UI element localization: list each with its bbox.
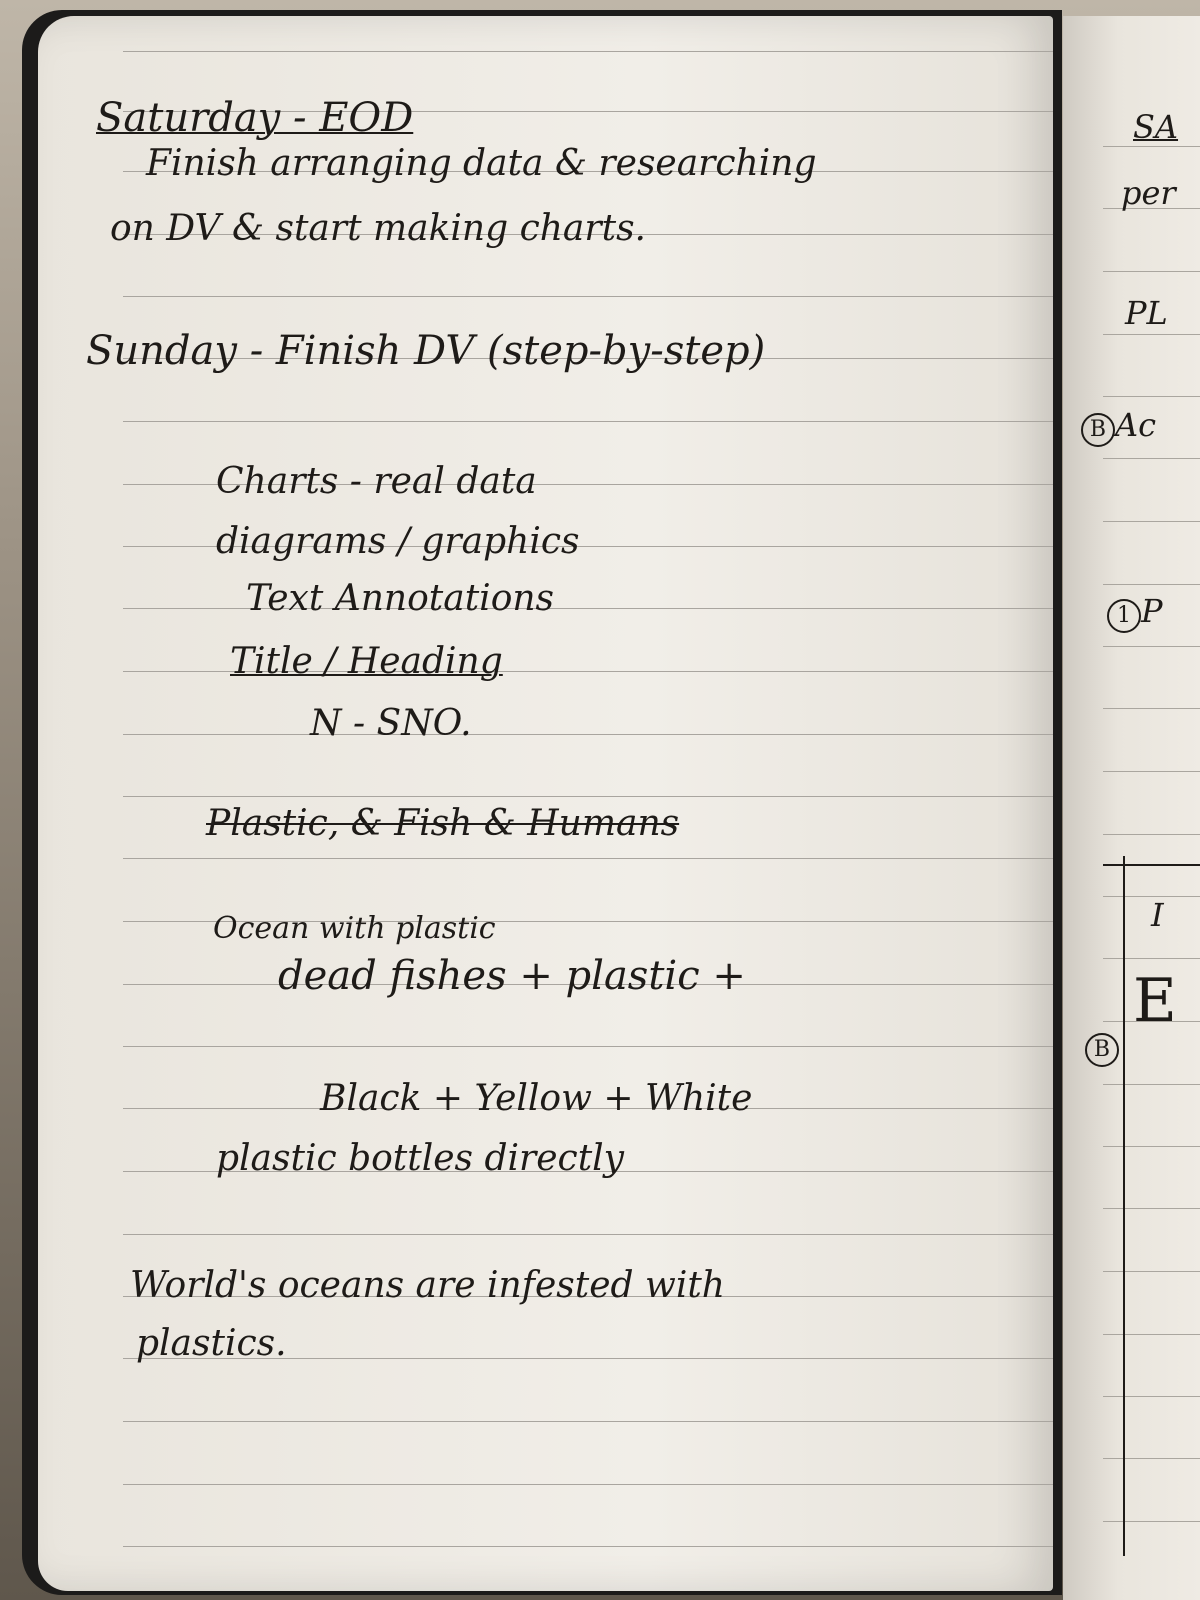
right-fragment-ac-text: Ac (1115, 406, 1157, 444)
ruled-line (1103, 708, 1200, 709)
ruled-line (123, 1546, 1053, 1547)
ruled-line (123, 1046, 1053, 1047)
right-box-top (1103, 864, 1200, 866)
note-n-sno: N - SNO. (310, 703, 472, 744)
ruled-line (1103, 271, 1200, 272)
ruled-line (1103, 771, 1200, 772)
note-sunday: Sunday - Finish DV (step-by-step) (86, 328, 766, 374)
note-saturday: Saturday - EOD (96, 95, 414, 141)
note-plastic-fish-humans: Plastic, & Fish & Humans (206, 803, 680, 844)
ruled-line (123, 1234, 1053, 1235)
ruled-line (123, 858, 1053, 859)
ruled-line (1103, 1521, 1200, 1522)
note-on-dv: on DV & start making charts. (110, 208, 646, 249)
right-fragment-per: per (1121, 174, 1176, 212)
ruled-line (1103, 958, 1200, 959)
ruled-line (123, 734, 1053, 735)
ruled-line (123, 796, 1053, 797)
ruled-line (1103, 146, 1200, 147)
circled-b-marker: B (1081, 413, 1115, 447)
note-charts: Charts - real data (216, 461, 537, 502)
ruled-line (1103, 1396, 1200, 1397)
ruled-line (1103, 458, 1200, 459)
ruled-line (1103, 584, 1200, 585)
ruled-line (1103, 646, 1200, 647)
right-fragment-i: I (1151, 896, 1164, 934)
ruled-line (123, 296, 1053, 297)
ruled-line (123, 1421, 1053, 1422)
right-fragment-p (1107, 592, 1163, 633)
right-fragment-pl: PL (1125, 294, 1168, 332)
notebook-left-page (38, 16, 1053, 1591)
right-fragment-b2 (1085, 1026, 1119, 1067)
note-diagrams: diagrams / graphics (216, 521, 580, 562)
ruled-line (1103, 1208, 1200, 1209)
right-fragment-sa: SA (1133, 108, 1179, 146)
circled-b-marker-2: B (1085, 1033, 1119, 1067)
note-finish-arranging: Finish arranging data & researching (146, 143, 817, 184)
right-fragment-ac (1081, 406, 1156, 447)
note-plastic-bottles: plastic bottles directly (216, 1138, 625, 1179)
ruled-line (1103, 1458, 1200, 1459)
right-fragment-p-text: P (1141, 592, 1163, 630)
ruled-line (1103, 521, 1200, 522)
note-black-yellow-white: Black + Yellow + White (320, 1078, 753, 1119)
ruled-line (1103, 1146, 1200, 1147)
ruled-line (1103, 1084, 1200, 1085)
right-box-border (1123, 856, 1125, 1556)
note-text-annotations: Text Annotations (246, 578, 555, 619)
ruled-line (123, 1484, 1053, 1485)
notebook-right-page (1063, 16, 1200, 1600)
note-ocean-with-plastic: Ocean with plastic (213, 911, 496, 946)
ruled-line (1103, 834, 1200, 835)
note-dead-fishes: dead fishes + plastic + (278, 953, 746, 999)
note-title-heading: Title / Heading (230, 641, 503, 682)
ruled-line (1103, 1334, 1200, 1335)
ruled-line (1103, 334, 1200, 335)
right-fragment-e: E (1133, 966, 1177, 1036)
note-plastics: plastics. (136, 1323, 287, 1364)
ruled-line (123, 51, 1053, 52)
circled-one-marker: 1 (1107, 599, 1141, 633)
ruled-line (1103, 396, 1200, 397)
ruled-line (123, 421, 1053, 422)
note-worlds-oceans: World's oceans are infested with (130, 1265, 725, 1306)
ruled-line (1103, 1271, 1200, 1272)
